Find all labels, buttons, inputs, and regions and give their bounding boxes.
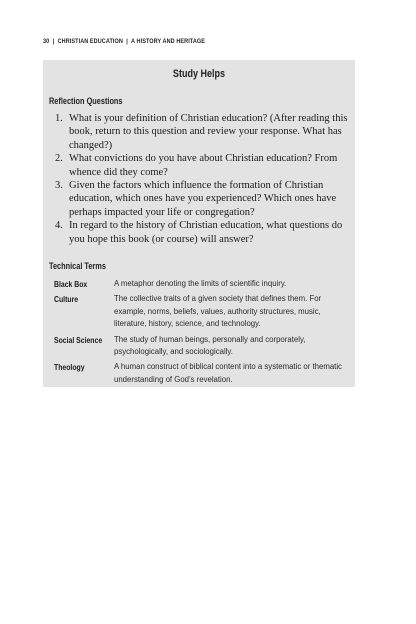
question-item xyxy=(55,219,351,246)
term-name: Black Box xyxy=(54,279,88,289)
term-definition: The collective traits of a given society that defines them. For example, norms, beliefs, values, authority structures, music, literature, history, science, and technology. xyxy=(114,294,322,329)
study-helps-box xyxy=(43,60,355,387)
term-name: Culture xyxy=(54,294,79,305)
question-item xyxy=(55,179,351,219)
question-text: What convictions do you have about Christian education? From whence did they come? xyxy=(69,153,338,178)
question-number: 1. xyxy=(55,113,63,124)
question-number: 2. xyxy=(55,153,63,165)
term-name: Social Science xyxy=(54,334,103,345)
reflection-questions-heading: Reflection Questions xyxy=(49,96,123,106)
running-head xyxy=(43,38,205,45)
technical-terms-heading: Technical Terms xyxy=(49,261,106,271)
term-row xyxy=(54,278,350,290)
reflection-questions-list xyxy=(55,112,351,246)
page-number: 30 xyxy=(43,38,50,45)
term-row xyxy=(54,334,350,359)
technical-terms-list xyxy=(54,278,350,389)
term-row xyxy=(54,361,350,386)
term-name: Theology xyxy=(54,362,85,373)
separator: | xyxy=(52,38,55,45)
term-definition: A metaphor denoting the limits of scientific inquiry. xyxy=(114,279,287,288)
question-text: In regard to the history of Christian education, what questions do you hope this book (or course) will answer? xyxy=(69,220,343,245)
term-definition: The study of human beings, personally and corporately, psychologically, and sociologically. xyxy=(114,334,306,357)
term-definition: A human construct of biblical content into a systematic or thematic understanding of God’s revelation. xyxy=(114,362,342,384)
study-helps-title: Study Helps xyxy=(172,68,226,80)
question-item xyxy=(55,112,351,152)
term-row xyxy=(54,293,350,330)
question-text: What is your definition of Christian education? (After reading this book, return to this question and review your response. What has changed?) xyxy=(69,113,348,151)
separator: | xyxy=(126,38,128,45)
question-number: 4. xyxy=(55,220,63,232)
question-text: Given the factors which influence the formation of Christian education, which ones have you experienced? Which ones have perhaps impacted your life or congregation? xyxy=(69,180,337,218)
book-subtitle: A HISTORY AND HERITAGE xyxy=(131,38,206,45)
book-title: CHRISTIAN EDUCATION xyxy=(57,38,123,45)
question-item xyxy=(55,152,351,179)
question-number: 3. xyxy=(55,180,63,192)
